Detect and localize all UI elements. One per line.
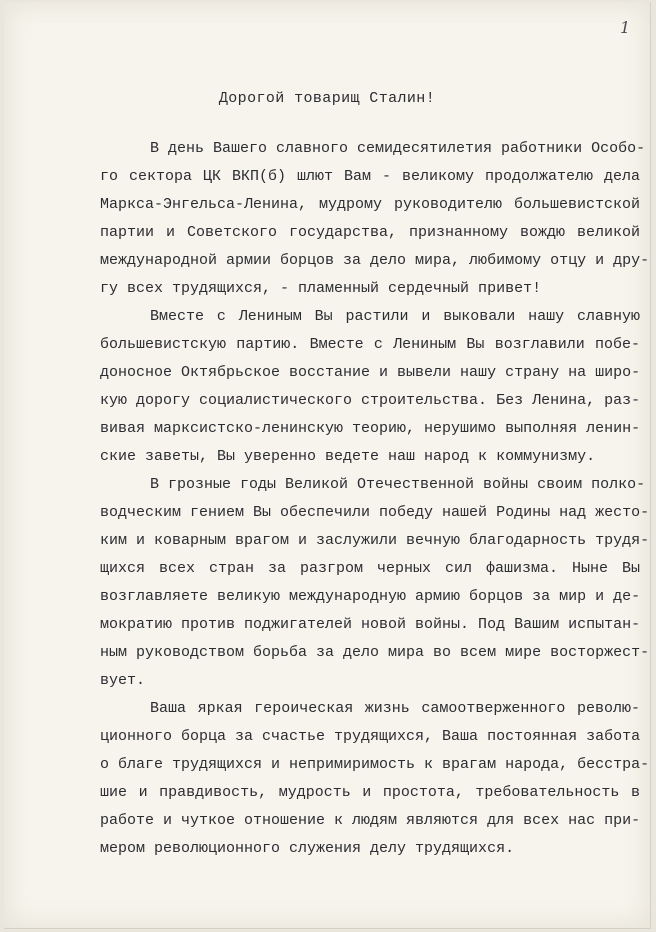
letter-line: о благе трудящихся и непримиримость к врагам народа, бесстра-	[100, 756, 650, 773]
letter-line: вивая марксистско-ленинскую теорию, нерушимо выполняя ленин-	[100, 420, 641, 437]
letter-line: кую дорогу социалистического строительства. Без Ленина, раз-	[100, 392, 641, 409]
letter-line: работе и чуткое отношение к людям являются для всех нас при-	[100, 812, 641, 829]
letter-line: ские заветы, Вы уверенно ведете наш народ к коммунизму.	[100, 448, 596, 465]
letter-line: мером революционного служения делу трудящихся.	[100, 840, 515, 857]
letter-line: В день Вашего славного семидесятилетия работники Особо-	[150, 140, 646, 157]
salutation: Дорогой товарищ Сталин!	[218, 90, 436, 107]
letter-line: ционного борца за счастье трудящихся, Ваша постоянная забота	[100, 728, 641, 745]
letter-line: щихся всех стран за разгром черных сил фашизма. Ныне Вы	[100, 560, 640, 577]
letter-line: В грозные годы Великой Отечественной войны своим полко-	[150, 476, 646, 493]
letter-line: Вместе с Лениным Вы растили и выковали нашу славную	[150, 308, 640, 325]
letter-line: Маркса-Энгельса-Ленина, мудрому руководителю большевистской	[100, 196, 640, 213]
letter-line: водческим гением Вы обеспечили победу нашей Родины над жесто-	[100, 504, 650, 521]
letter-line: гу всех трудящихся, - пламенный сердечный привет!	[100, 280, 542, 297]
letter-line: го сектора ЦК ВКП(б) шлют Вам - великому продолжателю дела	[100, 168, 640, 185]
letter-line: вует.	[100, 672, 146, 689]
letter-line: большевистскую партию. Вместе с Лениным Вы возглавили побе-	[100, 336, 640, 353]
letter-line: мократию против поджигателей новой войны. Под Вашим испытан-	[100, 616, 641, 633]
letter-line: ким и коварным врагом и заслужили вечную благодарность трудя-	[100, 532, 650, 549]
letter-line: Ваша яркая героическая жизнь самоотверженного револю-	[150, 700, 640, 717]
typewritten-letter-page	[4, 2, 651, 929]
page-number: 1	[620, 18, 631, 37]
letter-line: возглавляете великую международную армию борцов за мир и де-	[100, 588, 641, 605]
letter-line: доносное Октябрьское восстание и вывели нашу страну на широ-	[100, 364, 641, 381]
letter-line: ным руководством борьба за дело мира во всем мире восторжест-	[100, 644, 650, 661]
letter-line: шие и правдивость, мудрость и простота, требовательность в	[100, 784, 640, 801]
letter-line: партии и Советского государства, признанному вождю великой	[100, 224, 640, 241]
letter-line: международной армии борцов за дело мира, любимому отцу и дру-	[100, 252, 650, 269]
